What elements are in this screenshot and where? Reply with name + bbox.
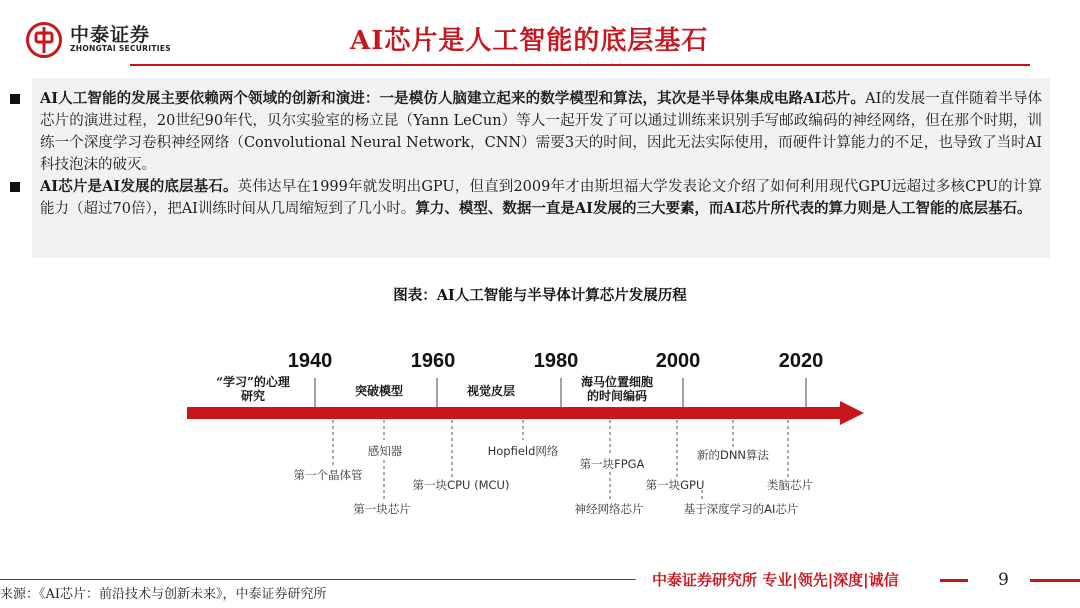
footer-divider-mid bbox=[940, 579, 968, 582]
era-label-psychology: “学习”的心理 bbox=[216, 375, 290, 389]
paragraph-2-body: 英伟达早在1999年就发明出GPU，但直到2009年才由斯坦福大学发表论文介绍了如何利用现代GPU远超过多核CPU的计算能力（超过70倍），把AI训练时间从几周缩短到了几小时。 bbox=[40, 179, 1042, 217]
timeline-diagram bbox=[0, 340, 1080, 530]
event-first-cpu: 第一块CPU (MCU) bbox=[412, 478, 510, 492]
logo-company-name-en: ZHONGTAI SECURITIES bbox=[70, 44, 171, 53]
footer-slogan: 中泰证券研究所 专业|领先|深度|诚信 bbox=[652, 571, 899, 589]
event-new-dnn-algorithm: 新的DNN算法 bbox=[696, 448, 770, 462]
era-label-hippocampus: 海马位置细胞 bbox=[580, 375, 654, 389]
logo-company-name: 中泰证券 bbox=[70, 24, 151, 46]
era-label-breakthrough-model: 突破模型 bbox=[354, 384, 404, 398]
year-label-2000: 2000 bbox=[655, 350, 701, 372]
year-label-1940: 1940 bbox=[287, 350, 333, 372]
year-label-1960: 1960 bbox=[410, 350, 456, 372]
paragraph-2-lead: AI芯片是AI发展的底层基石。 bbox=[40, 178, 238, 195]
event-neural-network-chip: 神经网络芯片 bbox=[574, 502, 644, 516]
era-label-visual-cortex: 视觉皮层 bbox=[466, 384, 516, 398]
paragraph-1-lead: AI人工智能的发展主要依赖两个领域的创新和演进：一是模仿人脑建立起来的数学模型和算法，其次是半导体集成电路AI芯片。 bbox=[40, 90, 866, 107]
timeline-arrow-body bbox=[187, 407, 842, 419]
event-hopfield-network: Hopfield网络 bbox=[487, 444, 559, 458]
era-label-psychology-2: 研究 bbox=[240, 389, 266, 403]
bullet-square-icon bbox=[10, 182, 20, 192]
title-divider bbox=[130, 64, 1030, 66]
bullet-paragraph-1 bbox=[40, 88, 1042, 176]
event-first-chip: 第一块芯片 bbox=[353, 502, 411, 516]
footer-divider-left bbox=[0, 579, 636, 580]
source-note: 来源：《AI芯片：前沿技术与创新未来》，中泰证券研究所 bbox=[0, 587, 327, 602]
bullet-paragraph-2 bbox=[40, 176, 1042, 220]
event-first-fpga: 第一块FPGA bbox=[579, 457, 645, 471]
timeline-arrow-head-icon bbox=[840, 401, 864, 425]
event-neuromorphic-chip: 类脑芯片 bbox=[767, 478, 813, 492]
event-perceptron: 感知器 bbox=[367, 444, 403, 458]
event-first-gpu: 第一块GPU bbox=[645, 478, 705, 492]
event-first-transistor: 第一个晶体管 bbox=[293, 468, 363, 482]
year-label-2020: 2020 bbox=[778, 350, 824, 372]
year-label-1980: 1980 bbox=[533, 350, 579, 372]
slide-title: AI芯片是人工智能的底层基石 bbox=[350, 26, 709, 56]
event-dl-ai-chip: 基于深度学习的AI芯片 bbox=[683, 502, 799, 516]
figure-caption: 图表：AI人工智能与半导体计算芯片发展历程 bbox=[393, 287, 687, 304]
page-number: 9 bbox=[998, 570, 1009, 590]
bullet-square-icon bbox=[10, 94, 20, 104]
zhongtai-logo-icon bbox=[26, 22, 62, 58]
footer-divider-right bbox=[1030, 579, 1080, 582]
era-label-hippocampus-2: 的时间编码 bbox=[586, 389, 648, 403]
paragraph-1-body: AI的发展一直伴随着半导体芯片的演进过程，20世纪90年代，贝尔实验室的杨立昆（Yann LeCun）等人一起开发了可以通过训练来识别手写邮政编码的神经网络，但在那个时期，训练一个深度学习卷积神经网络（Convolutional Neural Network，CNN）需要3天的时间，因此无法实际使用，而硬件计算能力的不足，也导致了当时AI科技泡沫的破灭。 bbox=[40, 91, 1042, 173]
paragraph-2-conclusion: 算力、模型、数据一直是AI发展的三大要素，而AI芯片所代表的算力则是人工智能的底层基石。 bbox=[415, 200, 1032, 217]
